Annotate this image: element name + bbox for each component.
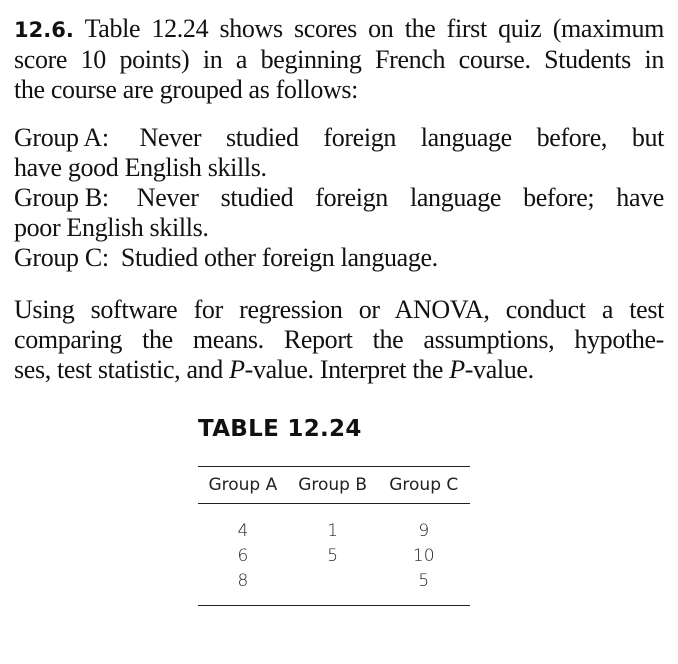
cell: 1 [327, 520, 339, 541]
cell [288, 568, 378, 593]
group-definitions [14, 123, 664, 273]
header-group-a: Group A [208, 475, 278, 495]
group-b-line-2: poor English skills. [14, 213, 209, 242]
cell: 10 [412, 545, 435, 566]
scores-table-block [198, 414, 470, 606]
header-group-c: Group C [389, 475, 459, 495]
cell: 6 [237, 545, 249, 566]
cell: 4 [237, 520, 249, 541]
cell: 5 [327, 545, 339, 566]
table-row [198, 543, 470, 568]
intro-line-2: score 10 points) in a beginning French course. Students in [14, 45, 664, 74]
table-title: TABLE 12.24 [198, 416, 362, 442]
cell: 5 [418, 570, 430, 591]
problem-text [14, 14, 664, 385]
group-c-line: Group C: Studied other foreign language. [14, 243, 438, 272]
scores-table-body [198, 504, 470, 605]
table-header-row [198, 467, 470, 503]
task-line-2: comparing the means. Report the assumptions, hypothe- [14, 325, 664, 354]
intro-line-3: the course are grouped as follows: [14, 75, 359, 104]
problem-intro [14, 14, 664, 105]
header-group-b: Group B [298, 475, 368, 495]
group-a-line-2: have good English skills. [14, 153, 267, 182]
cell: 9 [418, 520, 430, 541]
table-bottom-rule [198, 605, 470, 606]
problem-number: 12.6. [14, 18, 74, 42]
scores-table [198, 467, 470, 503]
table-row [198, 518, 470, 543]
intro-line-1: 12.6. Table 12.24 shows scores on the first quiz (maximum [14, 14, 664, 43]
table-row [198, 568, 470, 593]
group-a-line-1: Group A: Never studied foreign language before, but [14, 123, 664, 152]
task-instructions [14, 295, 664, 385]
task-line-3: ses, test statistic, and P-value. Interpret the P-value. [14, 355, 534, 384]
task-line-1: Using software for regression or ANOVA, conduct a test [14, 295, 664, 324]
cell: 8 [237, 570, 249, 591]
group-b-line-1: Group B: Never studied foreign language before; have [14, 183, 664, 212]
